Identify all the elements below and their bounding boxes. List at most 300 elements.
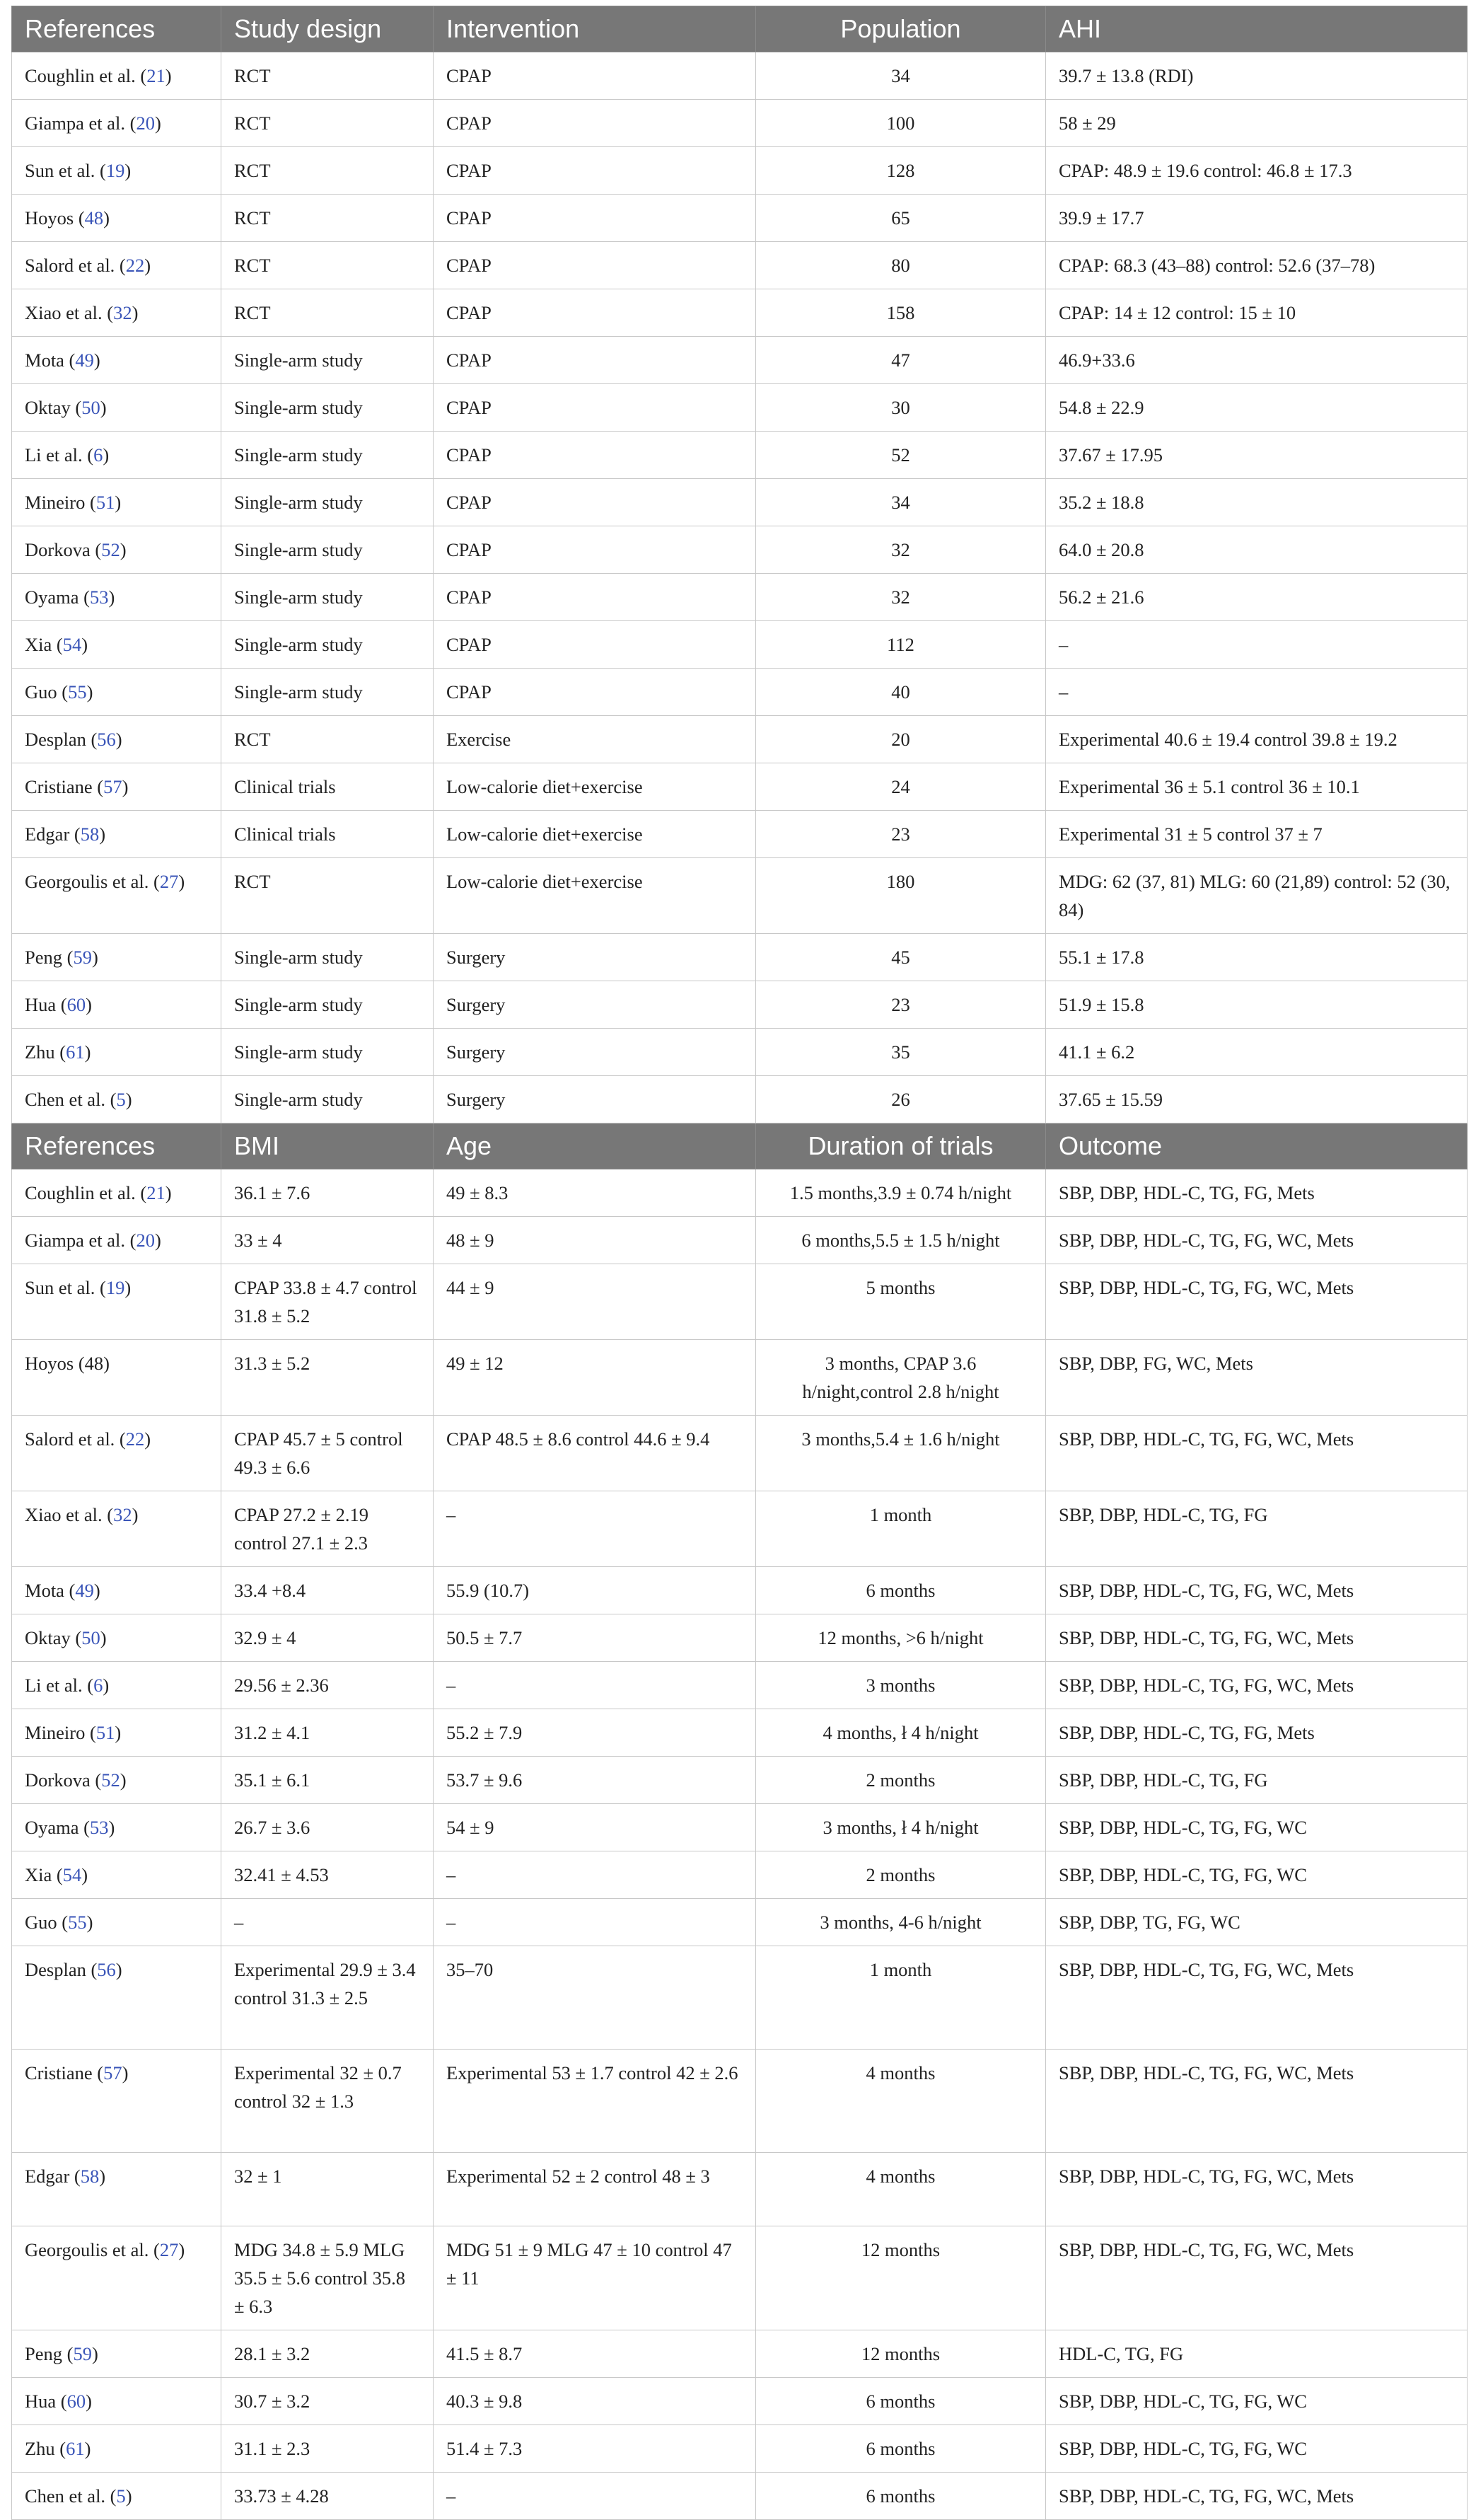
outcome-cell: SBP, DBP, HDL-C, TG, FG, WC, Mets <box>1046 1614 1468 1662</box>
reference-number-link[interactable]: 21 <box>146 1182 165 1203</box>
duration-cell: 3 months, CPAP 3.6 h/night,control 2.8 h/night <box>756 1340 1046 1416</box>
reference-number-link[interactable]: 52 <box>101 1769 120 1791</box>
duration-cell: 6 months,5.5 ± 1.5 h/night <box>756 1217 1046 1264</box>
duration-cell: 4 months <box>756 2050 1046 2153</box>
reference-cell <box>12 1614 221 1662</box>
reference-close-paren: ) <box>81 1864 88 1885</box>
table-row <box>12 1567 1468 1614</box>
duration-cell: 3 months, ł 4 h/night <box>756 1804 1046 1851</box>
reference-number-link[interactable]: 32 <box>113 302 132 323</box>
reference-cell <box>12 934 221 981</box>
age-cell: 50.5 ± 7.7 <box>434 1614 756 1662</box>
table-row <box>12 1757 1468 1804</box>
population-cell: 112 <box>756 621 1046 669</box>
study-design-cell: Single-arm study <box>221 574 434 621</box>
reference-number-link[interactable]: 19 <box>105 160 125 181</box>
table-row <box>12 2226 1468 2330</box>
duration-cell: 5 months <box>756 1264 1046 1340</box>
reference-close-paren: ) <box>120 1769 127 1791</box>
reference-close-paren: ) <box>122 776 129 797</box>
reference-number-link[interactable]: 56 <box>97 1959 116 1980</box>
age-cell: 49 ± 12 <box>434 1340 756 1416</box>
reference-number-link[interactable]: 21 <box>146 65 165 86</box>
intervention-cell: Surgery <box>434 1029 756 1076</box>
reference-number-link[interactable]: 53 <box>89 1817 109 1838</box>
bmi-cell: 31.3 ± 5.2 <box>221 1340 434 1416</box>
reference-cell <box>12 1567 221 1614</box>
table-row <box>12 1029 1468 1076</box>
reference-number-link[interactable]: 5 <box>116 2485 126 2507</box>
bmi-cell: CPAP 45.7 ± 5 control 49.3 ± 6.6 <box>221 1416 434 1491</box>
reference-number-link[interactable]: 49 <box>75 349 94 371</box>
outcome-cell: SBP, DBP, HDL-C, TG, FG, WC <box>1046 2378 1468 2425</box>
reference-close-paren: ) <box>84 2438 91 2459</box>
reference-author: Li et al. ( <box>25 1675 94 1696</box>
reference-number-link[interactable]: 61 <box>66 1041 85 1063</box>
table-row <box>12 432 1468 479</box>
intervention-cell: Exercise <box>434 716 756 763</box>
table-row <box>12 289 1468 337</box>
reference-author: Xia ( <box>25 1864 63 1885</box>
intervention-cell: Surgery <box>434 981 756 1029</box>
reference-cell <box>12 669 221 716</box>
population-cell: 32 <box>756 574 1046 621</box>
population-cell: 32 <box>756 526 1046 574</box>
table-row <box>12 811 1468 858</box>
table2-header-col5: Outcome <box>1046 1123 1468 1169</box>
reference-close-paren: ) <box>115 492 122 513</box>
reference-author: Guo ( <box>25 1912 69 1933</box>
study-design-cell: Single-arm study <box>221 384 434 432</box>
study-design-cell: Single-arm study <box>221 669 434 716</box>
reference-author: Mota ( <box>25 349 76 371</box>
bmi-cell: 29.56 ± 2.36 <box>221 1662 434 1709</box>
outcome-cell: SBP, DBP, FG, WC, Mets <box>1046 1340 1468 1416</box>
reference-cell <box>12 432 221 479</box>
table-row <box>12 2153 1468 2226</box>
reference-cell <box>12 1169 221 1217</box>
reference-number-link[interactable]: 61 <box>66 2438 85 2459</box>
duration-cell: 12 months, >6 h/night <box>756 1614 1046 1662</box>
intervention-cell: CPAP <box>434 195 756 242</box>
population-cell: 45 <box>756 934 1046 981</box>
age-cell: – <box>434 2473 756 2520</box>
population-cell: 20 <box>756 716 1046 763</box>
table-row <box>12 242 1468 289</box>
outcome-cell: SBP, DBP, HDL-C, TG, FG, WC, Mets <box>1046 2473 1468 2520</box>
duration-cell: 3 months,5.4 ± 1.6 h/night <box>756 1416 1046 1491</box>
reference-close-paren: ) <box>81 634 88 655</box>
reference-author: Salord et al. ( <box>25 255 126 276</box>
reference-cell <box>12 811 221 858</box>
reference-cell <box>12 2330 221 2378</box>
reference-close-paren: ) <box>165 1182 172 1203</box>
reference-close-paren: ) <box>115 1722 122 1743</box>
reference-author: Desplan ( <box>25 1959 98 1980</box>
reference-number-link[interactable]: 50 <box>81 397 100 418</box>
ahi-cell: 55.1 ± 17.8 <box>1046 934 1468 981</box>
table-row <box>12 1416 1468 1491</box>
reference-cell <box>12 2050 221 2153</box>
duration-cell: 6 months <box>756 2473 1046 2520</box>
reference-close-paren: ) <box>103 207 110 229</box>
reference-author: Chen et al. ( <box>25 2485 117 2507</box>
reference-author: Sun et al. ( <box>25 160 106 181</box>
table1-header-col2: Study design <box>221 6 434 52</box>
table-row <box>12 1709 1468 1757</box>
outcome-cell: SBP, DBP, HDL-C, TG, FG, Mets <box>1046 1709 1468 1757</box>
ahi-cell: – <box>1046 669 1468 716</box>
intervention-cell: CPAP <box>434 384 756 432</box>
reference-author: Cristiane ( <box>25 776 104 797</box>
reference-number-link[interactable]: 58 <box>80 2166 100 2187</box>
outcome-cell: SBP, DBP, HDL-C, TG, FG, WC, Mets <box>1046 2050 1468 2153</box>
reference-close-paren: ) <box>99 2166 106 2187</box>
table-row <box>12 1804 1468 1851</box>
reference-number-link[interactable]: 60 <box>66 994 86 1015</box>
intervention-cell: CPAP <box>434 100 756 147</box>
reference-author: Hua ( <box>25 2391 67 2412</box>
table-row <box>12 52 1468 100</box>
reference-author: Sun et al. ( <box>25 1277 106 1298</box>
reference-author: Mineiro ( <box>25 1722 96 1743</box>
reference-number-link[interactable]: 51 <box>95 1722 115 1743</box>
table-row <box>12 1169 1468 1217</box>
outcome-cell: SBP, DBP, HDL-C, TG, FG <box>1046 1757 1468 1804</box>
intervention-cell: Surgery <box>434 934 756 981</box>
age-cell: 53.7 ± 9.6 <box>434 1757 756 1804</box>
reference-close-paren: ) <box>99 823 106 845</box>
reference-cell <box>12 716 221 763</box>
reference-close-paren: ) <box>115 1959 122 1980</box>
study-design-cell: Single-arm study <box>221 337 434 384</box>
reference-close-paren: ) <box>178 2239 185 2260</box>
reference-number-link[interactable]: 57 <box>103 2062 122 2083</box>
population-cell: 180 <box>756 858 1046 934</box>
table-row <box>12 2378 1468 2425</box>
reference-number-link[interactable]: 32 <box>113 1504 132 1525</box>
reference-cell <box>12 2473 221 2520</box>
reference-number-link[interactable]: 5 <box>116 1089 126 1110</box>
reference-number-link[interactable]: 55 <box>68 1912 87 1933</box>
reference-author: Coughlin et al. ( <box>25 1182 147 1203</box>
duration-cell: 3 months <box>756 1662 1046 1709</box>
reference-close-paren: ) <box>86 994 92 1015</box>
study-design-cell: RCT <box>221 242 434 289</box>
reference-author: Hua ( <box>25 994 67 1015</box>
reference-close-paren: ) <box>122 2062 129 2083</box>
table-row <box>12 195 1468 242</box>
reference-close-paren: ) <box>108 586 115 608</box>
reference-number-link[interactable]: 49 <box>75 1580 94 1601</box>
reference-number-link[interactable]: 54 <box>62 634 82 655</box>
age-cell: – <box>434 1899 756 1946</box>
studies-table-container <box>11 6 1467 2507</box>
reference-close-paren: ) <box>115 729 122 750</box>
outcome-cell: SBP, DBP, HDL-C, TG, FG, WC, Mets <box>1046 1217 1468 1264</box>
table-row <box>12 1340 1468 1416</box>
population-cell: 30 <box>756 384 1046 432</box>
reference-close-paren: ) <box>103 1675 110 1696</box>
reference-number-link[interactable]: 22 <box>125 1428 145 1450</box>
reference-author: Chen et al. ( <box>25 1089 117 1110</box>
bmi-cell: 32.9 ± 4 <box>221 1614 434 1662</box>
reference-number-link[interactable]: 22 <box>125 255 145 276</box>
ahi-cell: Experimental 36 ± 5.1 control 36 ± 10.1 <box>1046 763 1468 811</box>
table2-header-col4: Duration of trials <box>756 1123 1046 1169</box>
reference-cell <box>12 1416 221 1491</box>
study-design-cell: RCT <box>221 289 434 337</box>
bmi-cell: Experimental 29.9 ± 3.4 control 31.3 ± 2.5 <box>221 1946 434 2050</box>
table-row <box>12 1851 1468 1899</box>
age-cell: 54 ± 9 <box>434 1804 756 1851</box>
reference-number-link[interactable]: 48 <box>84 207 104 229</box>
reference-number-link[interactable]: 59 <box>73 2343 92 2364</box>
reference-close-paren: ) <box>91 947 98 968</box>
reference-cell <box>12 337 221 384</box>
table-row <box>12 934 1468 981</box>
reference-number-link[interactable]: 58 <box>80 823 100 845</box>
intervention-cell: CPAP <box>434 337 756 384</box>
age-cell: 55.9 (10.7) <box>434 1567 756 1614</box>
table-row <box>12 1264 1468 1340</box>
outcome-cell: SBP, DBP, HDL-C, TG, FG, WC, Mets <box>1046 2153 1468 2226</box>
table-row <box>12 621 1468 669</box>
reference-number-link[interactable]: 19 <box>105 1277 125 1298</box>
population-cell: 24 <box>756 763 1046 811</box>
study-design-cell: RCT <box>221 100 434 147</box>
reference-close-paren: ) <box>144 1428 151 1450</box>
reference-cell <box>12 1217 221 1264</box>
reference-cell <box>12 147 221 195</box>
ahi-cell: MDG: 62 (37, 81) MLG: 60 (21,89) control: 52 (30, 84) <box>1046 858 1468 934</box>
duration-cell: 4 months, ł 4 h/night <box>756 1709 1046 1757</box>
table-row <box>12 2425 1468 2473</box>
reference-close-paren: ) <box>86 681 93 703</box>
study-design-cell: Single-arm study <box>221 981 434 1029</box>
ahi-cell: 64.0 ± 20.8 <box>1046 526 1468 574</box>
table-row <box>12 763 1468 811</box>
ahi-cell: Experimental 40.6 ± 19.4 control 39.8 ± 19.2 <box>1046 716 1468 763</box>
study-design-cell: Single-arm study <box>221 526 434 574</box>
reference-cell <box>12 2425 221 2473</box>
intervention-cell: CPAP <box>434 432 756 479</box>
table-row <box>12 858 1468 934</box>
outcome-cell: HDL-C, TG, FG <box>1046 2330 1468 2378</box>
table1-header-col3: Intervention <box>434 6 756 52</box>
study-design-cell: RCT <box>221 52 434 100</box>
reference-author: Desplan ( <box>25 729 98 750</box>
reference-author: Cristiane ( <box>25 2062 104 2083</box>
duration-cell: 12 months <box>756 2226 1046 2330</box>
reference-number-link[interactable]: 55 <box>68 681 87 703</box>
intervention-cell: Low-calorie diet+exercise <box>434 811 756 858</box>
bmi-cell: 33.73 ± 4.28 <box>221 2473 434 2520</box>
reference-author: Oktay ( <box>25 397 82 418</box>
table1-header-references: References <box>12 6 221 52</box>
reference-number-link[interactable]: 59 <box>73 947 92 968</box>
reference-author: Edgar ( <box>25 2166 81 2187</box>
bmi-cell: 32.41 ± 4.53 <box>221 1851 434 1899</box>
study-design-cell: Clinical trials <box>221 763 434 811</box>
reference-close-paren: ) <box>124 160 132 181</box>
reference-close-paren: ) <box>84 1041 91 1063</box>
reference-close-paren: ) <box>120 539 127 560</box>
bmi-cell: 32 ± 1 <box>221 2153 434 2226</box>
ahi-cell: CPAP: 68.3 (43–88) control: 52.6 (37–78) <box>1046 242 1468 289</box>
reference-close-paren: ) <box>154 112 161 134</box>
outcome-cell: SBP, DBP, HDL-C, TG, FG, WC, Mets <box>1046 1946 1468 2050</box>
table-row <box>12 147 1468 195</box>
reference-author: Dorkova ( <box>25 1769 102 1791</box>
table2-header-col2: BMI <box>221 1123 434 1169</box>
reference-author: Salord et al. ( <box>25 1428 126 1450</box>
ahi-cell: 41.1 ± 6.2 <box>1046 1029 1468 1076</box>
reference-close-paren: ) <box>178 871 185 892</box>
reference-close-paren: ) <box>91 2343 98 2364</box>
reference-cell <box>12 1491 221 1567</box>
reference-number-link[interactable]: 60 <box>66 2391 86 2412</box>
reference-author: Oktay ( <box>25 1627 82 1648</box>
age-cell: – <box>434 1491 756 1567</box>
age-cell: 41.5 ± 8.7 <box>434 2330 756 2378</box>
bmi-cell: 31.1 ± 2.3 <box>221 2425 434 2473</box>
table-row <box>12 716 1468 763</box>
reference-cell <box>12 763 221 811</box>
bmi-cell: 33 ± 4 <box>221 1217 434 1264</box>
reference-number-link[interactable]: 57 <box>103 776 122 797</box>
reference-number-link[interactable]: 6 <box>93 444 103 466</box>
reference-close-paren: ) <box>100 397 107 418</box>
outcome-cell: SBP, DBP, HDL-C, TG, FG, WC, Mets <box>1046 1662 1468 1709</box>
outcome-cell: SBP, DBP, HDL-C, TG, FG, WC <box>1046 1804 1468 1851</box>
ahi-cell: CPAP: 14 ± 12 control: 15 ± 10 <box>1046 289 1468 337</box>
reference-number-link[interactable]: 53 <box>89 586 109 608</box>
intervention-cell: CPAP <box>434 52 756 100</box>
population-cell: 80 <box>756 242 1046 289</box>
study-design-cell: Single-arm study <box>221 1076 434 1123</box>
reference-cell <box>12 195 221 242</box>
outcome-cell: SBP, DBP, TG, FG, WC <box>1046 1899 1468 1946</box>
reference-cell <box>12 858 221 934</box>
population-cell: 40 <box>756 669 1046 716</box>
duration-cell: 6 months <box>756 2425 1046 2473</box>
ahi-cell: 37.65 ± 15.59 <box>1046 1076 1468 1123</box>
bmi-cell: 36.1 ± 7.6 <box>221 1169 434 1217</box>
table-row <box>12 2473 1468 2520</box>
bmi-cell: 26.7 ± 3.6 <box>221 1804 434 1851</box>
table-row <box>12 2330 1468 2378</box>
reference-author: Dorkova ( <box>25 539 102 560</box>
reference-author: Georgoulis et al. ( <box>25 2239 160 2260</box>
reference-cell <box>12 52 221 100</box>
ahi-cell: 39.7 ± 13.8 (RDI) <box>1046 52 1468 100</box>
population-cell: 23 <box>756 981 1046 1029</box>
reference-author: Hoyos ( <box>25 207 85 229</box>
reference-cell <box>12 1946 221 2050</box>
reference-cell <box>12 1899 221 1946</box>
bmi-cell: 31.2 ± 4.1 <box>221 1709 434 1757</box>
age-cell: – <box>434 1851 756 1899</box>
studies-table <box>11 6 1468 2520</box>
reference-author: Li et al. ( <box>25 444 94 466</box>
ahi-cell: 35.2 ± 18.8 <box>1046 479 1468 526</box>
table-row <box>12 479 1468 526</box>
reference-number-link[interactable]: 51 <box>95 492 115 513</box>
reference-number-link[interactable]: 20 <box>136 112 155 134</box>
age-cell: Experimental 53 ± 1.7 control 42 ± 2.6 <box>434 2050 756 2153</box>
age-cell: 51.4 ± 7.3 <box>434 2425 756 2473</box>
reference-cell <box>12 2153 221 2226</box>
reference-number-link[interactable]: 6 <box>93 1675 103 1696</box>
table-row <box>12 669 1468 716</box>
table2-header-row <box>12 1123 1468 1169</box>
reference-cell <box>12 1340 221 1416</box>
population-cell: 34 <box>756 479 1046 526</box>
reference-number-link[interactable]: 54 <box>62 1864 82 1885</box>
age-cell: Experimental 52 ± 2 control 48 ± 3 <box>434 2153 756 2226</box>
reference-author: Zhu ( <box>25 1041 66 1063</box>
outcome-cell: SBP, DBP, HDL-C, TG, FG, WC, Mets <box>1046 1416 1468 1491</box>
table-row <box>12 1076 1468 1123</box>
table-row <box>12 1217 1468 1264</box>
duration-cell: 1.5 months,3.9 ± 0.74 h/night <box>756 1169 1046 1217</box>
ahi-cell: 51.9 ± 15.8 <box>1046 981 1468 1029</box>
reference-cell <box>12 479 221 526</box>
reference-cell <box>12 384 221 432</box>
reference-number-link[interactable]: 50 <box>81 1627 100 1648</box>
bmi-cell: CPAP 27.2 ± 2.19 control 27.1 ± 2.3 <box>221 1491 434 1567</box>
reference-number-link[interactable]: 56 <box>97 729 116 750</box>
table1-header-col5: AHI <box>1046 6 1468 52</box>
reference-author: Georgoulis et al. ( <box>25 871 160 892</box>
reference-cell <box>12 2378 221 2425</box>
reference-author: Peng ( <box>25 2343 74 2364</box>
bmi-cell: Experimental 32 ± 0.7 control 32 ± 1.3 <box>221 2050 434 2153</box>
reference-close-paren: ) <box>86 2391 92 2412</box>
intervention-cell: CPAP <box>434 289 756 337</box>
reference-close-paren: ) <box>144 255 151 276</box>
population-cell: 65 <box>756 195 1046 242</box>
population-cell: 35 <box>756 1029 1046 1076</box>
table2-header-col3: Age <box>434 1123 756 1169</box>
outcome-cell: SBP, DBP, HDL-C, TG, FG, Mets <box>1046 1169 1468 1217</box>
table-row <box>12 384 1468 432</box>
reference-author: Xiao et al. ( <box>25 302 114 323</box>
study-design-cell: RCT <box>221 195 434 242</box>
reference-number-link[interactable]: 20 <box>136 1230 155 1251</box>
intervention-cell: CPAP <box>434 479 756 526</box>
duration-cell: 2 months <box>756 1757 1046 1804</box>
reference-close-paren: ) <box>165 65 172 86</box>
population-cell: 34 <box>756 52 1046 100</box>
age-cell: 44 ± 9 <box>434 1264 756 1340</box>
reference-number-link[interactable]: 27 <box>159 2239 179 2260</box>
reference-number-link[interactable]: 27 <box>159 871 179 892</box>
outcome-cell: SBP, DBP, HDL-C, TG, FG <box>1046 1491 1468 1567</box>
ahi-cell: 56.2 ± 21.6 <box>1046 574 1468 621</box>
reference-cell <box>12 1264 221 1340</box>
ahi-cell: 54.8 ± 22.9 <box>1046 384 1468 432</box>
reference-author: Giampa et al. ( <box>25 112 136 134</box>
age-cell: CPAP 48.5 ± 8.6 control 44.6 ± 9.4 <box>434 1416 756 1491</box>
reference-cell <box>12 1851 221 1899</box>
ahi-cell: 37.67 ± 17.95 <box>1046 432 1468 479</box>
duration-cell: 6 months <box>756 2378 1046 2425</box>
reference-close-paren: ) <box>154 1230 161 1251</box>
population-cell: 52 <box>756 432 1046 479</box>
reference-number-link[interactable]: 52 <box>101 539 120 560</box>
